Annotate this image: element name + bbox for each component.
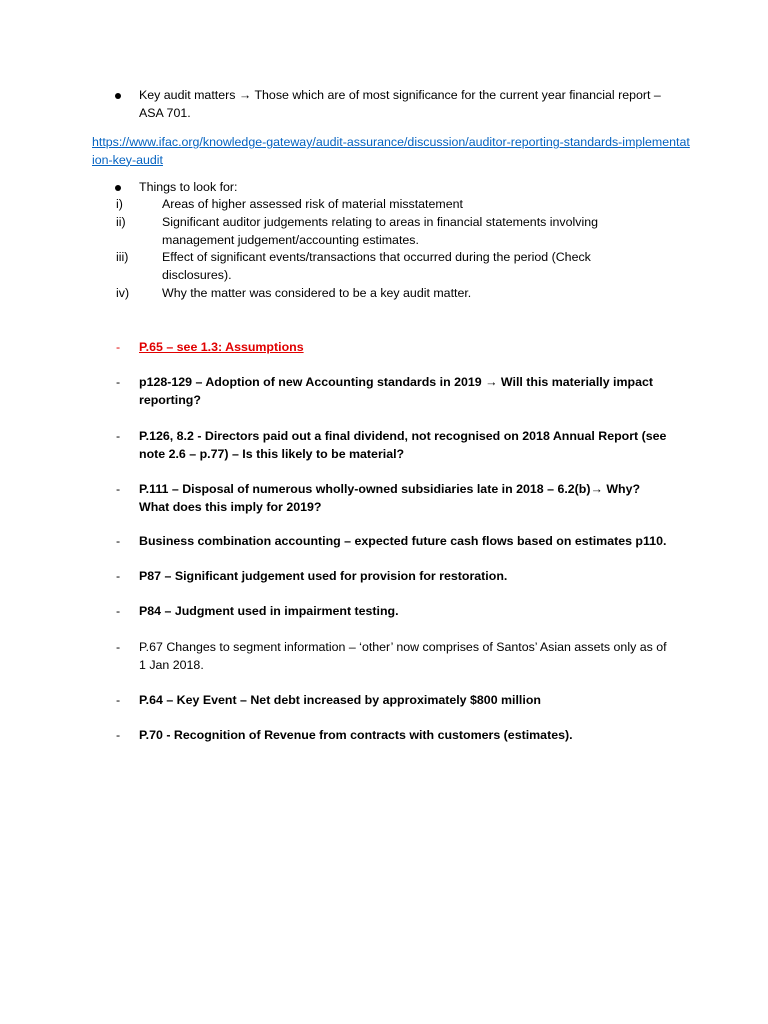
list-number: ii) (116, 215, 126, 229)
dash-text: P.126, 8.2 - Directors paid out a final dividend, not recognised on 2018 Annual Report (see note 2.6 – p.77) – Is this likely to be material? (139, 429, 667, 461)
dash-mark: - (116, 604, 121, 618)
dash-mark: - (116, 429, 121, 443)
dash-mark: - (116, 340, 121, 354)
dash-text: P.64 – Key Event – Net debt increased by approximately $800 million (139, 693, 541, 707)
dash-mark: - (116, 569, 121, 583)
list-number: iv) (116, 286, 130, 300)
ifac-link[interactable]: https://www.ifac.org/knowledge-gateway/audit-assurance/discussion/auditor-reporting-standards-implementation-key-audit (92, 135, 690, 167)
things-to-look-for-heading (139, 179, 684, 197)
list-text: Significant auditor judgements relating to areas in financial statements involving management judgement/accounting estimates. (162, 215, 598, 247)
dash-mark: - (116, 728, 121, 742)
dash-mark: - (116, 482, 121, 496)
dash-text: Business combination accounting – expected future cash flows based on estimates p110. (139, 534, 667, 548)
list-number: iii) (116, 250, 129, 264)
dash-text: P.70 - Recognition of Revenue from contracts with customers (estimates). (139, 728, 573, 742)
dash-mark: - (116, 640, 121, 654)
list-number: i) (116, 197, 123, 211)
dash-text: P84 – Judgment used in impairment testing. (139, 604, 399, 618)
list-text: Effect of significant events/transactions that occurred during the period (Check disclosures). (162, 250, 591, 282)
dash-text: P87 – Significant judgement used for provision for restoration. (139, 569, 508, 583)
bullet-icon (115, 185, 121, 191)
things-heading-text: Things to look for: (139, 180, 238, 194)
dash-mark: - (116, 693, 121, 707)
dash-text: P.67 Changes to segment information – ‘other’ now comprises of Santos’ Asian assets only as of 1 Jan 2018. (139, 640, 667, 672)
key-audit-matters-text: Key audit matters → Those which are of most significance for the current year financial report – ASA 701. (139, 88, 661, 120)
list-text: Areas of higher assessed risk of material misstatement (162, 197, 463, 211)
dash-mark: - (116, 375, 121, 389)
dash-mark: - (116, 534, 121, 548)
key-audit-matters-bullet (139, 87, 684, 122)
bullet-icon (115, 93, 121, 99)
dash-text: P.65 – see 1.3: Assumptions (139, 340, 304, 354)
dash-text: P.111 – Disposal of numerous wholly-owned subsidiaries late in 2018 – 6.2(b)→ Why? What does this imply for 2019? (139, 482, 641, 514)
list-text: Why the matter was considered to be a key audit matter. (162, 286, 472, 300)
dash-text: p128-129 – Adoption of new Accounting standards in 2019 → Will this materially impact reporting? (139, 375, 653, 407)
